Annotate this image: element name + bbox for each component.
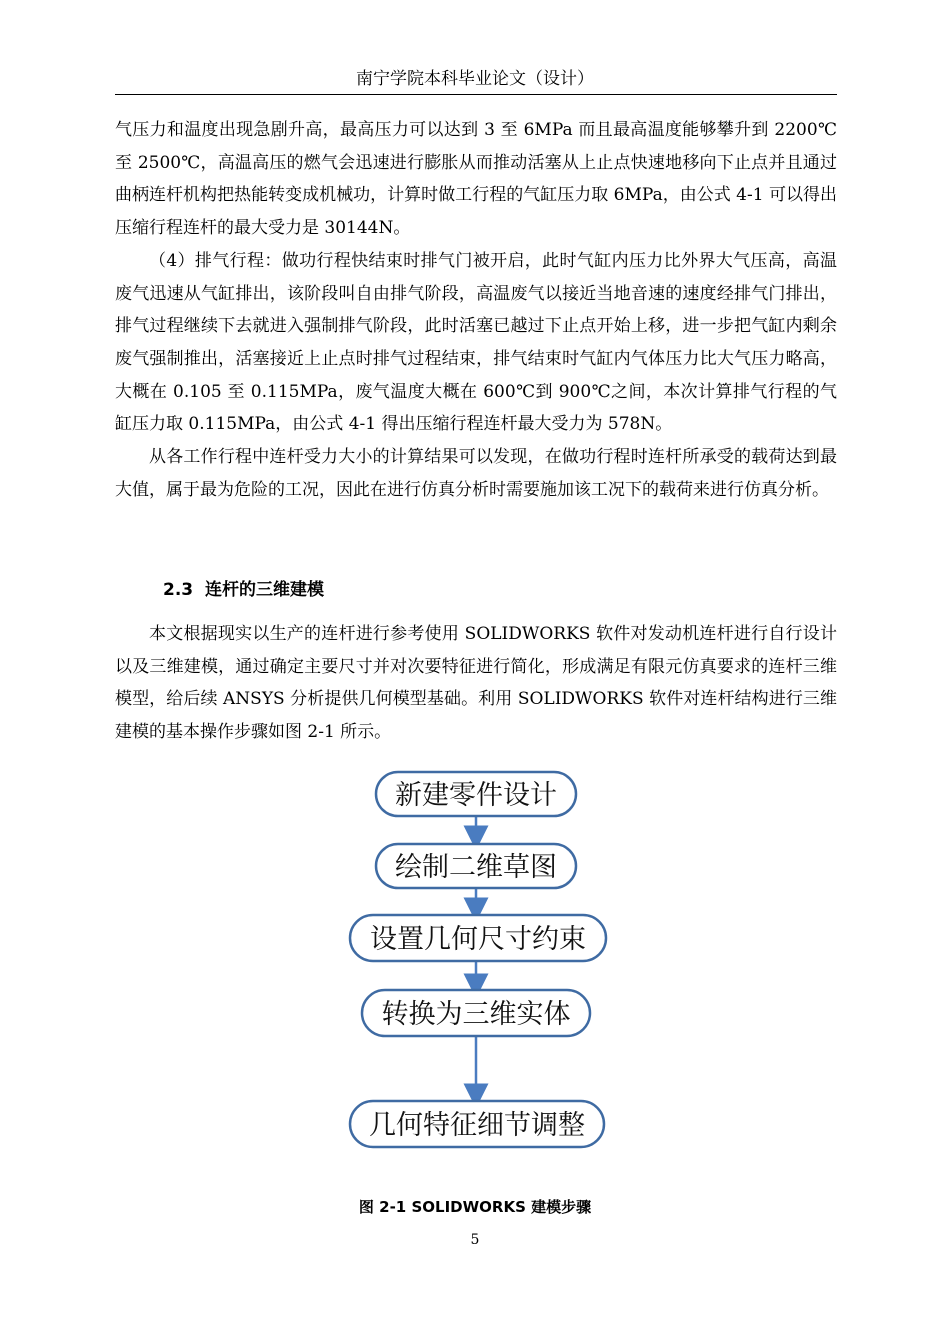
flow-step-4-label: 转换为三维实体 bbox=[381, 999, 571, 1030]
flow-step-1 bbox=[376, 772, 576, 816]
flowchart bbox=[0, 760, 950, 1160]
section-body-1 bbox=[115, 114, 837, 506]
paragraph-power-stroke: 气压力和温度出现急剧升高，最高压力可以达到 3 至 6MPa 而且最高温度能够攀升到 2200℃至 2500℃，高温高压的燃气会迅速进行膨胀从而推动活塞从上止点快速地移向下止点并且通过曲柄连杆机构把热能转变成机械功，计算时做工行程的气缸压力取 6MPa，由公式 4-1 可以得出压缩行程连杆的最大受力是 30144N。 bbox=[115, 120, 837, 239]
flow-step-5 bbox=[350, 1101, 604, 1147]
flow-step-2-label: 绘制二维草图 bbox=[395, 852, 557, 883]
section-number: 2.3 bbox=[163, 580, 194, 600]
flowchart-svg bbox=[0, 760, 950, 1160]
flow-step-5-label: 几何特征细节调整 bbox=[369, 1110, 585, 1141]
flow-step-1-label: 新建零件设计 bbox=[395, 780, 557, 811]
header-rule bbox=[115, 94, 837, 95]
flow-step-3-label: 设置几何尺寸约束 bbox=[370, 924, 586, 955]
section-body-2 bbox=[115, 618, 837, 749]
flow-step-2 bbox=[376, 844, 576, 888]
flow-step-4 bbox=[362, 990, 590, 1036]
paragraph-conclusion: 从各工作行程中连杆受力大小的计算结果可以发现，在做功行程时连杆所承受的载荷达到最大值，属于最为危险的工况，因此在进行仿真分析时需要施加该工况下的载荷来进行仿真分析。 bbox=[115, 447, 837, 500]
section-title: 连杆的三维建模 bbox=[205, 580, 325, 600]
flow-step-3 bbox=[350, 915, 606, 961]
figure-caption: 图 2-1 SOLIDWORKS 建模步骤 bbox=[358, 1198, 592, 1216]
header-title: 南宁学院本科毕业论文（设计） bbox=[356, 69, 594, 89]
page-number: 5 bbox=[470, 1232, 480, 1248]
paragraph-modeling-intro: 本文根据现实以生产的连杆进行参考使用 SOLIDWORKS 软件对发动机连杆进行自行设计以及三维建模，通过确定主要尺寸并对次要特征进行简化，形成满足有限元仿真要求的连杆三维模型，给后续 ANSYS 分析提供几何模型基础。利用 SOLIDWORKS 软件对连杆结构进行三维建模的基本操作步骤如图 2-1 所示。 bbox=[115, 624, 837, 743]
paragraph-exhaust-stroke: （4）排气行程：做功行程快结束时排气门被开启，此时气缸内压力比外界大气压高，高温废气迅速从气缸排出，该阶段叫自由排气阶段，高温废气以接近当地音速的速度经排气门排出，排气过程继续下去就进入强制排气阶段，此时活塞已越过下止点开始上移，进一步把气缸内剩余废气强制推出，活塞接近上止点时排气过程结束，排气结束时气缸内气体压力比大气压力略高，大概在 0.105 至 0.115MPa，废气温度大概在 600℃到 900℃之间，本次计算排气行程的气缸压力取 0.115MPa，由公式 4-1 得出压缩行程连杆最大受力为 578N。 bbox=[115, 250, 837, 435]
section-heading bbox=[163, 574, 324, 606]
